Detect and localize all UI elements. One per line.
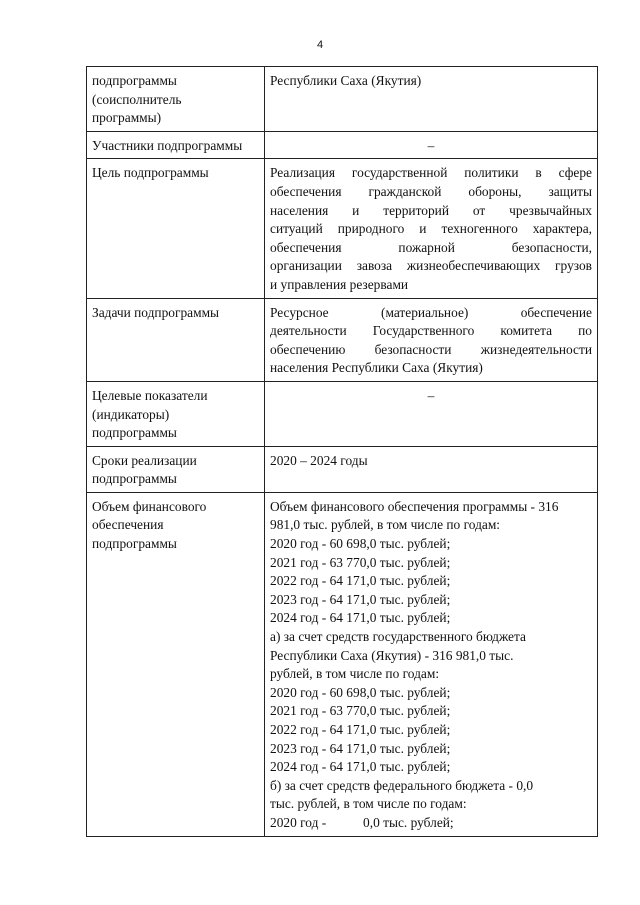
label-line: подпрограммы [92, 471, 177, 487]
row-label [87, 67, 265, 132]
table-row-indicators [87, 381, 598, 446]
label-line: Цель подпрограммы [92, 165, 209, 181]
value-line: ситуаций природного и техногенного характера, [270, 221, 592, 237]
value-line: 2020 год - 60 698,0 тыс. рублей; [270, 536, 451, 552]
value-line: обеспечения гражданской обороны, защиты [270, 183, 592, 199]
value-line: деятельности Государственного комитета по [270, 323, 592, 339]
row-value [265, 492, 598, 836]
row-value [265, 131, 598, 159]
label-line: подпрограммы [92, 425, 177, 441]
row-value [265, 67, 598, 132]
value-line: рублей, в том числе по годам: [270, 666, 440, 682]
table-row-timeline [87, 446, 598, 492]
value-line: Республики Саха (Якутия) [270, 73, 422, 88]
value-line: тыс. рублей, в том числе по годам: [270, 796, 467, 812]
value-line: Республики Саха (Якутия) - 316 981,0 тыс. [270, 647, 514, 663]
value-line: обеспечению безопасности жизнедеятельности [270, 341, 592, 357]
table-row-executor [87, 67, 598, 132]
table-row-funding [87, 492, 598, 836]
row-label [87, 298, 265, 381]
page-number: 4 [316, 39, 324, 51]
row-value [265, 159, 598, 298]
table-row-tasks [87, 298, 598, 381]
value-line: 2021 год - 63 770,0 тыс. рублей; [270, 703, 451, 719]
label-line: Целевые показатели [92, 387, 208, 403]
row-value [265, 381, 598, 446]
value-line: 2024 год - 64 171,0 тыс. рублей; [270, 610, 451, 626]
label-line: Участники подпрограммы [92, 137, 243, 153]
value-line: обеспечения пожарной безопасности, [270, 239, 592, 255]
row-label [87, 131, 265, 159]
value-line: 2020 год - 0,0 тыс. рублей; [270, 814, 454, 830]
value-line: 2023 год - 64 171,0 тыс. рублей; [270, 740, 451, 756]
value-line: а) за счет средств государственного бюджета [270, 629, 526, 645]
label-line: обеспечения [92, 517, 164, 533]
label-line: Объем финансового [92, 498, 207, 514]
label-line: (индикаторы) [92, 406, 170, 422]
program-passport-table [86, 66, 598, 837]
row-label [87, 381, 265, 446]
value-line: населения Республики Саха (Якутия) [270, 360, 483, 376]
table-row-goal [87, 159, 598, 298]
value-line: Ресурсное (материальное) обеспечение [270, 304, 592, 320]
label-line: подпрограммы [92, 536, 177, 552]
value-line: 2021 год - 63 770,0 тыс. рублей; [270, 554, 451, 570]
value-line: и управления резервами [270, 276, 409, 292]
row-label [87, 159, 265, 298]
row-value [265, 446, 598, 492]
value-line: организации завоза жизнеобеспечивающих грузов [270, 258, 592, 274]
label-line: Сроки реализации [92, 452, 197, 468]
value-line: Реализация государственной политики в сфере [270, 165, 592, 181]
value-line: б) за счет средств федерального бюджета - 0,0 [270, 777, 534, 793]
value-line: – [427, 137, 435, 153]
label-line: (соисполнитель [92, 91, 182, 107]
label-line: подпрограммы [92, 73, 177, 88]
label-line: Задачи подпрограммы [92, 304, 220, 320]
value-line: 2020 – 2024 годы [270, 452, 368, 468]
table-row-participants [87, 131, 598, 159]
value-line: населения и территорий от чрезвычайных [270, 202, 592, 218]
row-label [87, 492, 265, 836]
row-value [265, 298, 598, 381]
value-line: 2020 год - 60 698,0 тыс. рублей; [270, 684, 451, 700]
value-line: Объем финансового обеспечения программы - 316 [270, 498, 559, 514]
value-line: 2022 год - 64 171,0 тыс. рублей; [270, 722, 451, 737]
value-line: 2023 год - 64 171,0 тыс. рублей; [270, 591, 451, 607]
value-line: – [427, 387, 435, 403]
value-line: 981,0 тыс. рублей, в том числе по годам: [270, 517, 501, 533]
value-line: 2022 год - 64 171,0 тыс. рублей; [270, 573, 451, 589]
label-line: программы) [92, 110, 162, 126]
value-line: 2024 год - 64 171,0 тыс. рублей; [270, 759, 451, 775]
row-label [87, 446, 265, 492]
